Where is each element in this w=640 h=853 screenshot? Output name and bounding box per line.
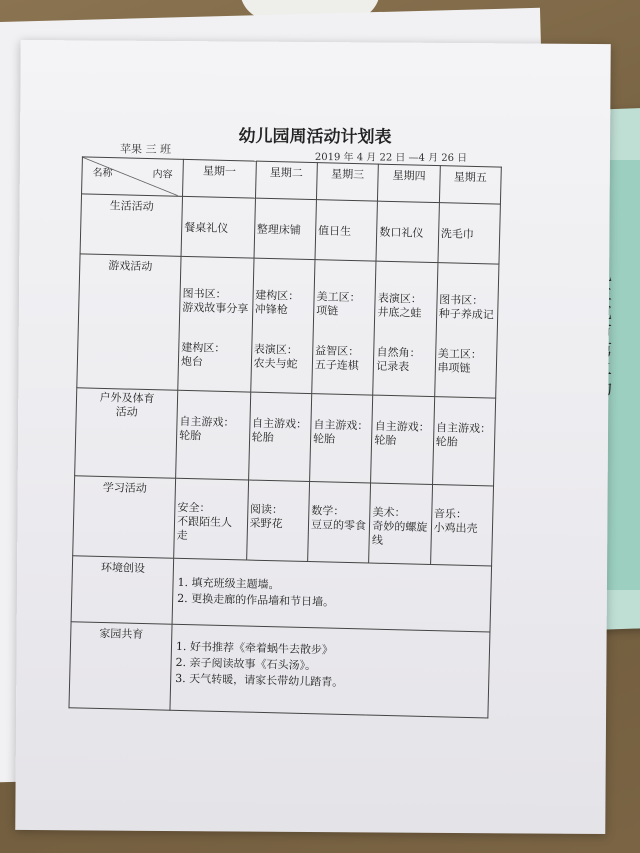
table-cell [176, 390, 251, 480]
list-item: 1. 好书推荐《牵着蜗牛去散步》 [175, 639, 334, 657]
cell-text: 阅读： [249, 502, 284, 517]
cell-text: 串项链 [437, 361, 471, 375]
environment-row [71, 556, 491, 632]
cell-text: 轮胎 [374, 433, 397, 448]
cell-text: 数学： [311, 504, 345, 518]
cell-text: 图书区： [439, 293, 484, 308]
cell-text: 自主游戏： [251, 416, 308, 431]
cell-text: 美工区： [437, 347, 483, 362]
table-cell [373, 261, 438, 396]
cell-text: 项链 [316, 304, 339, 318]
cell-text: 建构区： [181, 340, 226, 355]
cell-text: 轮胎 [312, 432, 336, 446]
table-cell [432, 397, 496, 486]
corner-cell [82, 157, 184, 196]
cell-text: 记录表 [376, 359, 410, 374]
table-cell [434, 263, 499, 398]
environment-content [172, 558, 492, 632]
cell-text: 炮台 [180, 354, 204, 369]
cell-text: 线 [371, 533, 384, 547]
cell-text: 表演区： [253, 342, 299, 357]
date-range: 2019 年 4 月 22 日 —4 月 26 日 [314, 152, 468, 165]
cell-text: 走 [176, 528, 188, 543]
table-cell [369, 483, 432, 564]
day-header: 星期三 [316, 163, 378, 201]
cell-text: 井底之蛙 [377, 305, 422, 320]
row-label-home: 家园共育 [69, 622, 172, 710]
cell-text: 游戏故事分享 [182, 300, 249, 316]
table-cell: 餐桌礼仪 [181, 196, 255, 258]
list-item: 2. 更换走廊的作品墙和节日墙。 [177, 591, 335, 609]
table-cell: 数口礼仪 [376, 201, 439, 262]
cell-text: 益智区： [315, 344, 360, 359]
cell-text: 自然角： [376, 345, 421, 360]
table-cell [248, 392, 311, 481]
row-label-environment: 环境创设 [71, 556, 174, 624]
day-header: 星期一 [183, 159, 256, 198]
cell-text: 建构区： [255, 288, 300, 303]
cell-text: 轮胎 [179, 428, 202, 443]
row-label-game: 游戏活动 [77, 254, 181, 390]
home-row [69, 622, 490, 718]
cell-text: 轮胎 [435, 435, 458, 449]
cell-text: 不跟陌生人 [176, 514, 233, 530]
list-item: 2. 亲子阅读故事《石头汤》。 [175, 655, 317, 673]
corner-left-label: 名称 [92, 167, 113, 180]
table-cell [178, 256, 254, 392]
table-cell [246, 480, 309, 561]
table-cell [174, 478, 249, 560]
cell-text: 自主游戏： [179, 414, 235, 430]
plan-sheet [15, 40, 611, 834]
row-label-line: 活动 [115, 405, 138, 419]
table-cell [308, 482, 371, 563]
cell-text: 种子养成记 [438, 307, 494, 322]
table-cell [312, 260, 377, 395]
cell-text: 自主游戏： [435, 421, 492, 436]
life-row [80, 194, 500, 264]
table-cell [310, 394, 373, 483]
table-cell: 洗毛巾 [438, 203, 501, 264]
table-cell: 整理床铺 [254, 198, 317, 259]
cell-text: 表演区： [377, 291, 423, 306]
cell-text: 美术： [372, 505, 406, 520]
study-row [73, 476, 494, 566]
row-label-life: 生活活动 [80, 194, 182, 256]
game-row [77, 254, 499, 398]
list-item: 3. 天气转暖，请家长带幼儿踏青。 [175, 671, 344, 689]
corner-right-label: 内容 [152, 169, 173, 181]
cell-text: 豆豆的零食 [310, 518, 367, 533]
outdoor-row [75, 388, 496, 486]
cell-text: 美工区： [316, 290, 361, 305]
document-title: 幼儿园周活动计划表 [238, 126, 392, 148]
day-header: 星期二 [255, 161, 317, 199]
row-label-study: 学习活动 [73, 476, 176, 558]
cell-text: 轮胎 [251, 430, 274, 445]
cell-text: 农夫与蛇 [253, 356, 298, 371]
cell-text: 小鸡出壳 [433, 521, 478, 536]
cell-text: 采野花 [249, 516, 283, 531]
cell-text: 自主游戏： [374, 419, 430, 434]
table-cell [250, 258, 315, 393]
table-cell [371, 395, 434, 484]
cell-text: 安全： [177, 500, 211, 515]
class-label: 苹果 三 班 [119, 142, 172, 157]
day-header: 星期五 [439, 166, 501, 204]
home-content [170, 624, 490, 718]
table-cell: 值日生 [315, 200, 378, 261]
table-cell [430, 485, 493, 566]
cell-text: 冲锋枪 [254, 302, 289, 317]
weekly-plan-table [68, 156, 501, 718]
row-label-line: 户外及体育 [99, 390, 155, 406]
cell-text: 奇妙的螺旋 [372, 519, 428, 534]
list-item: 1. 填充班级主题墙。 [177, 575, 280, 592]
cell-text: 图书区： [182, 286, 227, 301]
cell-text: 音乐： [433, 507, 468, 521]
day-header: 星期四 [378, 164, 440, 202]
row-label-outdoor [75, 388, 178, 478]
cell-text: 自主游戏： [313, 418, 369, 433]
cell-text: 五子连棋 [314, 358, 360, 373]
